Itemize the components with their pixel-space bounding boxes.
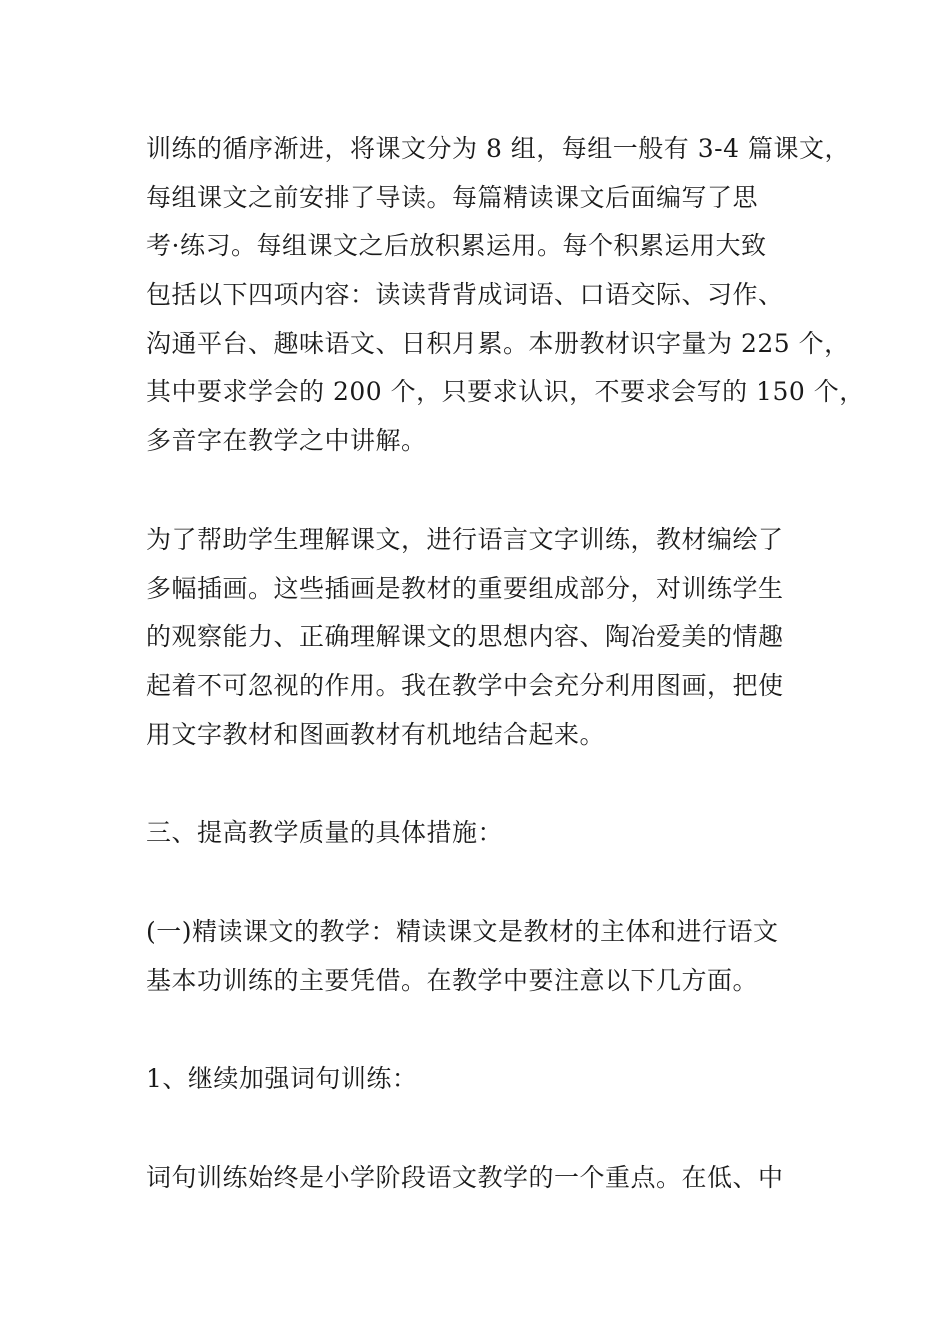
- paragraph-spacer: [146, 1104, 818, 1154]
- text-line: 其中要求学会的 200 个，只要求认识，不要求会写的 150 个，: [146, 377, 865, 407]
- paragraph-spacer: [146, 1005, 818, 1055]
- text-line: 训练的循序渐进，将课文分为 8 组，每组一般有 3-4 篇课文，: [146, 134, 850, 163]
- paragraph-intensive-reading: [146, 908, 818, 1005]
- text-line: 沟通平台、趣味语文、日积月累。本册教材识字量为 225 个，: [146, 328, 850, 358]
- paragraph-word-training: [146, 1154, 818, 1203]
- paragraph-textbook-structure: [146, 125, 865, 466]
- text-line: 为了帮助学生理解课文，进行语言文字训练，教材编绘了: [146, 524, 784, 554]
- text-line: 基本功训练的主要凭借。在教学中要注意以下几方面。: [146, 965, 759, 995]
- text-line: 多音字在教学之中讲解。: [146, 426, 427, 456]
- text-line: 起着不可忽视的作用。我在教学中会充分利用图画，把使: [146, 670, 784, 700]
- paragraph-spacer: [146, 466, 818, 516]
- text-line: 考·练习。每组课文之后放积累运用。每个积累运用大致: [146, 231, 767, 261]
- text-line: 多幅插画。这些插画是教材的重要组成部分，对训练学生: [146, 573, 784, 603]
- paragraph-spacer: [146, 858, 818, 908]
- subsection-heading: [146, 1055, 818, 1104]
- text-line: 用文字教材和图画教材有机地结合起来。: [146, 719, 606, 749]
- paragraph-illustrations: [146, 516, 818, 759]
- paragraph-spacer: [146, 759, 818, 809]
- document-body: [146, 125, 865, 1203]
- heading-line: 1、继续加强词句训练：: [146, 1064, 418, 1094]
- text-line: 每组课文之前安排了导读。每篇精读课文后面编写了思: [146, 182, 759, 212]
- heading-line: 三、提高教学质量的具体措施：: [146, 818, 504, 848]
- text-line: 词句训练始终是小学阶段语文教学的一个重点。在低、中: [146, 1163, 784, 1192]
- text-line: 包括以下四项内容：读读背背成词语、口语交际、习作、: [146, 280, 784, 310]
- text-line: 的观察能力、正确理解课文的思想内容、陶冶爱美的情趣: [146, 622, 784, 652]
- text-line: (一)精读课文的教学：精读课文是教材的主体和进行语文: [146, 916, 779, 946]
- section-heading: [146, 809, 818, 858]
